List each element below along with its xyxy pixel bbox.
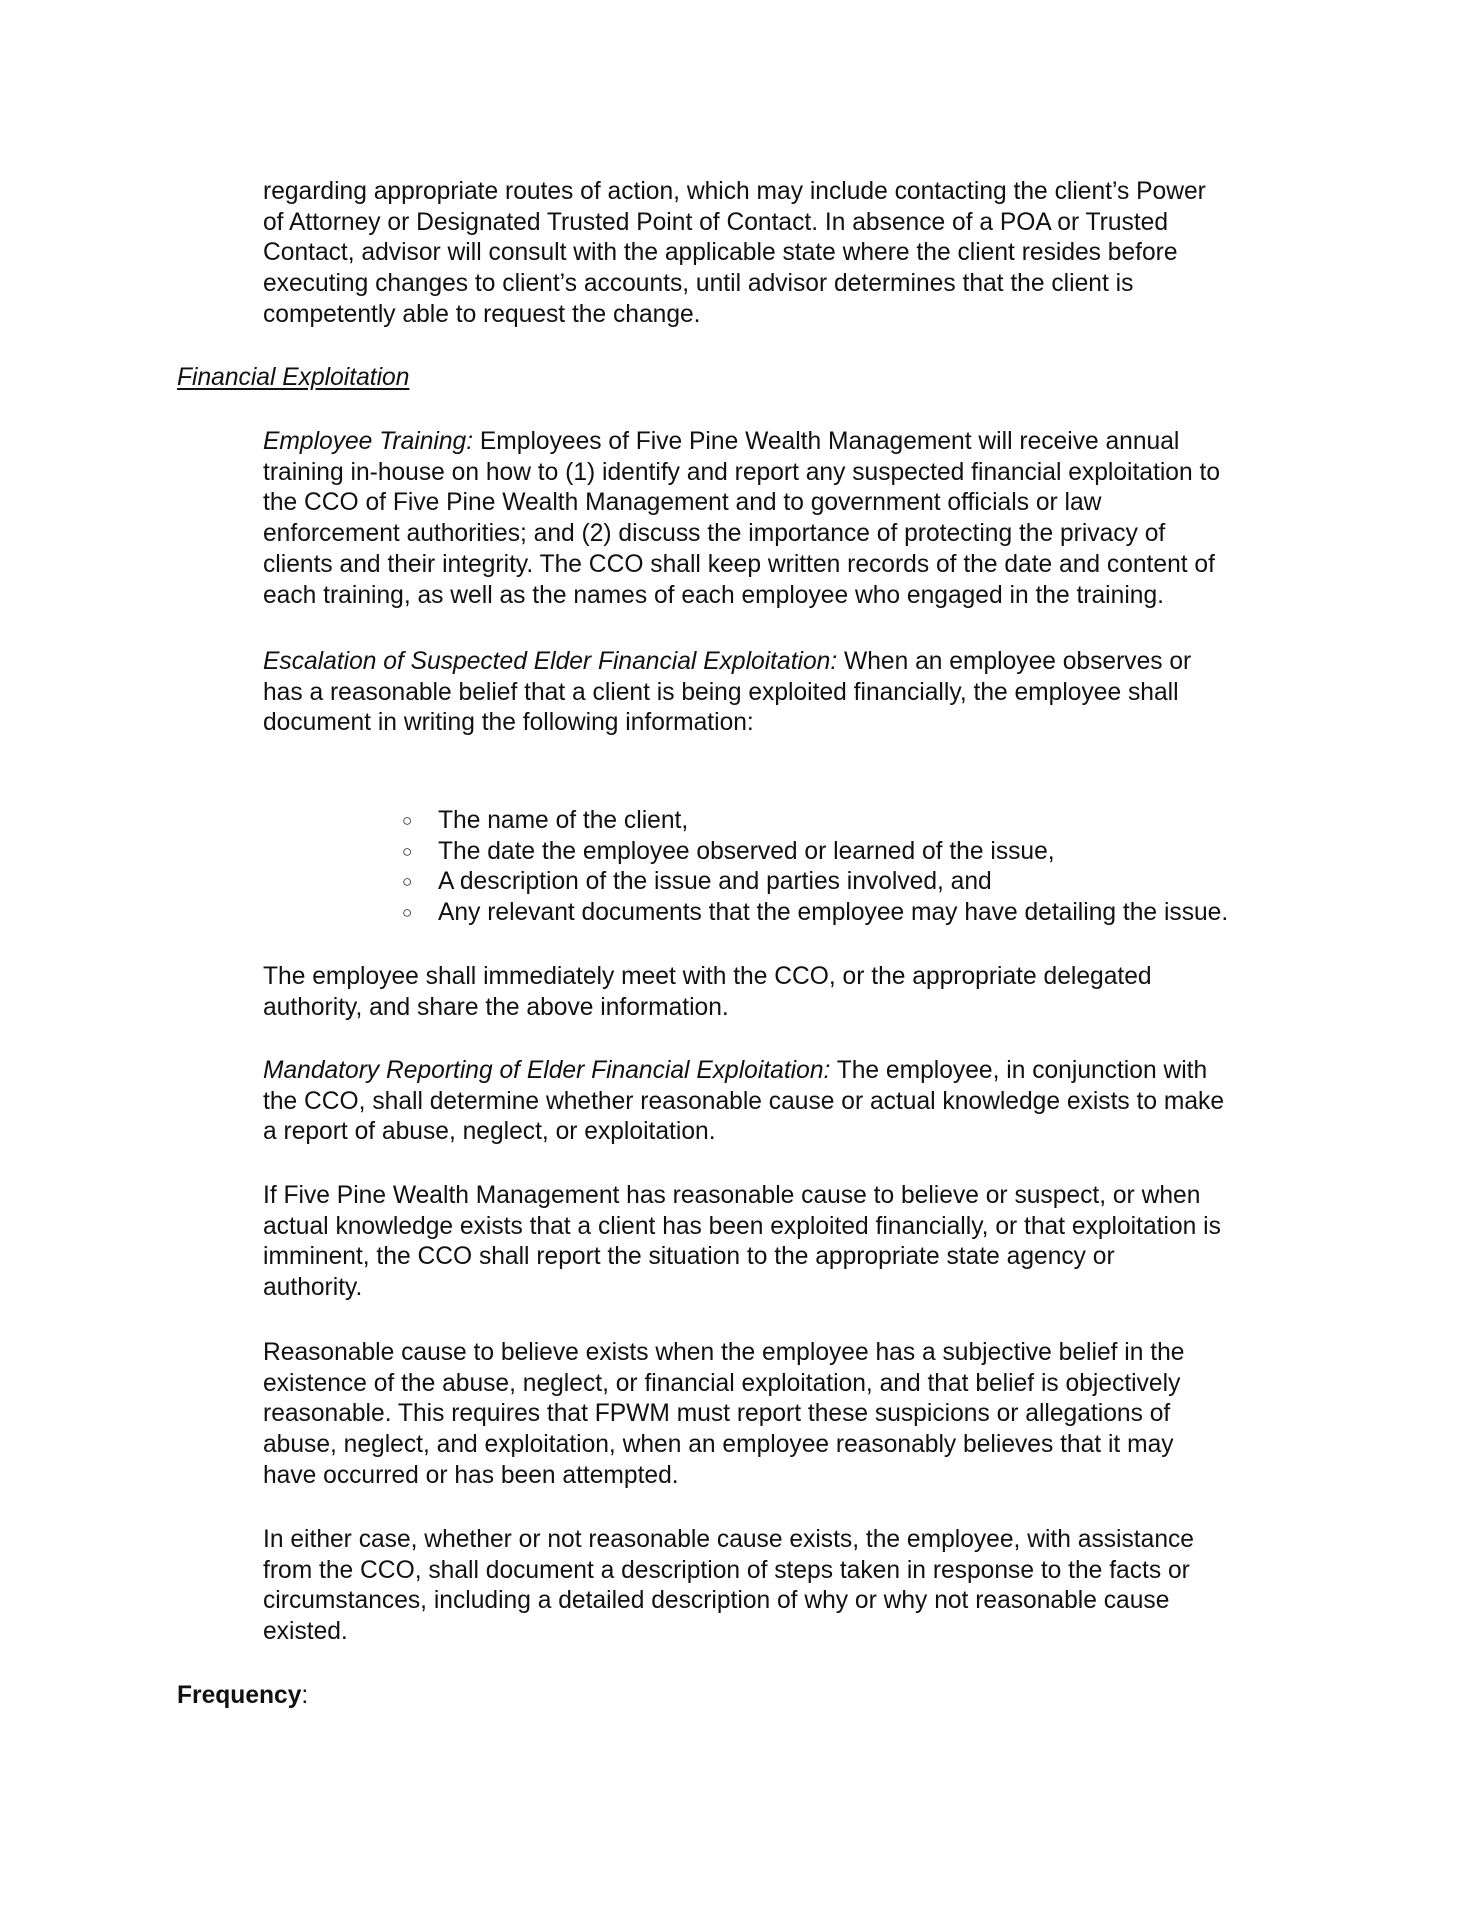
text-line: In either case, whether or not reasonable cause exists, the employee, with assistance (263, 1526, 1194, 1553)
text-line: When an employee observes or (837, 648, 1192, 675)
text-line: the CCO of Five Pine Wealth Management and to government officials or law (263, 489, 1102, 517)
hollow-circle-bullet-icon: ○ (402, 811, 413, 830)
reasonable-cause-paragraph (263, 1338, 1184, 1492)
text-line: actual knowledge exists that a client has been exploited financially, or that exploitation is (263, 1212, 1221, 1240)
list-item-text: A description of the issue and parties involved, and (438, 868, 992, 896)
text-line: existed. (263, 1618, 348, 1646)
either-case-paragraph (263, 1525, 1194, 1648)
information-bullet-list (402, 806, 1228, 929)
frequency-label: Frequency (177, 1682, 302, 1709)
mandatory-reporting-paragraph (263, 1056, 1224, 1148)
list-item (402, 898, 1228, 929)
text-line: The employee shall immediately meet with the CCO, or the appropriate delegated (263, 963, 1152, 990)
text-line: circumstances, including a detailed description of why or why not reasonable cause (263, 1587, 1170, 1615)
escalation-paragraph (263, 647, 1191, 739)
text-line: The employee, in conjunction with (830, 1057, 1208, 1084)
hollow-circle-bullet-icon: ○ (402, 872, 413, 892)
text-line: document in writing the following information: (263, 709, 754, 737)
text-line: a report of abuse, neglect, or exploitation. (263, 1118, 716, 1146)
list-item-text: The name of the client, (438, 807, 689, 834)
text-line: Reasonable cause to believe exists when the employee has a subjective belief in the (263, 1339, 1185, 1366)
text-line: Contact, advisor will consult with the applicable state where the client resides before (263, 239, 1178, 267)
text-line: authority, and share the above information. (263, 993, 729, 1021)
text-line: authority. (263, 1274, 363, 1302)
frequency-colon: : (301, 1682, 309, 1709)
employee-training-label: Employee Training: (263, 428, 474, 455)
list-item (402, 837, 1228, 868)
frequency-heading (177, 1681, 308, 1712)
text-line: competently able to request the change. (263, 300, 701, 328)
hollow-circle-bullet-icon: ○ (402, 903, 413, 923)
intro-paragraph (263, 177, 1206, 331)
reporting-to-authority-paragraph (263, 1181, 1221, 1304)
text-line: have occurred or has been attempted. (263, 1461, 679, 1489)
text-line: clients and their integrity. The CCO shall keep written records of the date and content of (263, 550, 1215, 578)
text-line: existence of the abuse, neglect, or financial exploitation, and that belief is objectively (263, 1369, 1181, 1397)
text-line: of Attorney or Designated Trusted Point of Contact. In absence of a POA or Trusted (263, 208, 1169, 236)
meet-cco-paragraph (263, 962, 1152, 1023)
text-line: abuse, neglect, and exploitation, when an employee reasonably believes that it may (263, 1431, 1174, 1459)
list-item-text: The date the employee observed or learned of the issue, (438, 837, 1055, 865)
list-item (402, 867, 1228, 898)
employee-training-paragraph (263, 427, 1220, 611)
text-line: imminent, the CCO shall report the situation to the appropriate state agency or (263, 1243, 1115, 1271)
mandatory-reporting-label: Mandatory Reporting of Elder Financial Exploitation: (263, 1057, 831, 1084)
text-line: reasonable. This requires that FPWM must report these suspicions or allegations of (263, 1400, 1171, 1428)
text-line: regarding appropriate routes of action, which may include contacting the client’s Power (263, 178, 1206, 205)
text-line: executing changes to client’s accounts, until advisor determines that the client is (263, 270, 1134, 298)
text-line: Employees of Five Pine Wealth Management will receive annual (473, 428, 1180, 455)
hollow-circle-bullet-icon: ○ (402, 841, 413, 861)
text-line: has a reasonable belief that a client is being exploited financially, the employee shall (263, 678, 1179, 706)
escalation-label: Escalation of Suspected Elder Financial Exploitation: (263, 648, 838, 675)
text-line: each training, as well as the names of each employee who engaged in the training. (263, 581, 1164, 609)
text-line: If Five Pine Wealth Management has reasonable cause to believe or suspect, or when (263, 1182, 1201, 1209)
list-item (402, 806, 1228, 837)
text-line: enforcement authorities; and (2) discuss the importance of protecting the privacy of (263, 520, 1166, 548)
text-line: from the CCO, shall document a description of steps taken in response to the facts or (263, 1556, 1190, 1584)
text-line: training in-house on how to (1) identify and report any suspected financial exploitation to (263, 458, 1221, 486)
text-line: the CCO, shall determine whether reasonable cause or actual knowledge exists to make (263, 1087, 1225, 1115)
list-item-text: Any relevant documents that the employee may have detailing the issue. (438, 899, 1229, 927)
section-heading-financial-exploitation: Financial Exploitation (177, 364, 410, 391)
